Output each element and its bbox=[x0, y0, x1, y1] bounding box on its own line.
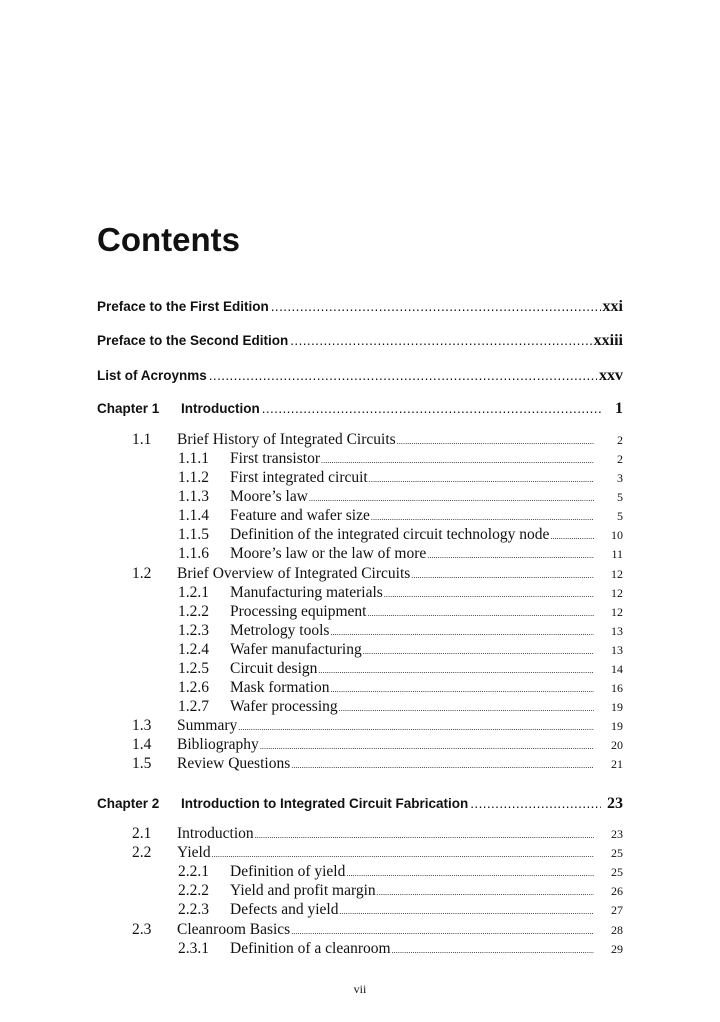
dot-leader bbox=[209, 366, 597, 386]
subsection-page: 13 bbox=[611, 643, 623, 657]
dot-leader bbox=[367, 602, 594, 623]
section-page: 20 bbox=[611, 738, 623, 752]
subsection-title: Manufacturing materials bbox=[230, 584, 383, 601]
section-title: Yield bbox=[177, 844, 211, 861]
subsection-page: 29 bbox=[611, 942, 623, 956]
section-page: 19 bbox=[611, 719, 623, 733]
chapter-label: Chapter 1 bbox=[97, 401, 160, 416]
dot-leader bbox=[392, 939, 594, 960]
section-page: 2 bbox=[617, 433, 623, 447]
dot-leader bbox=[255, 824, 594, 845]
section-page: 28 bbox=[611, 923, 623, 937]
dot-leader bbox=[550, 525, 594, 546]
chapter-page: 23 bbox=[607, 795, 623, 812]
section-number: 1.2 bbox=[132, 565, 152, 582]
toc-subsection[interactable] bbox=[97, 621, 623, 640]
dot-leader bbox=[384, 583, 594, 604]
subsection-number: 1.1.4 bbox=[178, 507, 209, 524]
subsection-title: Definition of a cleanroom bbox=[230, 940, 391, 957]
section-title: Review Questions bbox=[177, 755, 291, 772]
subsection-number: 1.1.6 bbox=[178, 545, 209, 562]
dot-leader bbox=[309, 487, 594, 508]
subsection-page: 3 bbox=[617, 471, 623, 485]
toc-section[interactable] bbox=[97, 735, 623, 754]
section-page: 25 bbox=[611, 846, 623, 860]
chapter-title: Introduction to Integrated Circuit Fabrication bbox=[181, 796, 469, 811]
toc-section[interactable] bbox=[97, 564, 623, 583]
dot-leader bbox=[330, 621, 594, 642]
subsection-page: 16 bbox=[611, 681, 623, 695]
subsection-page: 12 bbox=[611, 605, 623, 619]
toc-chapter-2[interactable] bbox=[97, 794, 623, 814]
toc-subsection[interactable] bbox=[97, 544, 623, 563]
dot-leader bbox=[330, 678, 594, 699]
toc-chapter-1[interactable] bbox=[97, 399, 623, 419]
subsection-page: 2 bbox=[617, 452, 623, 466]
toc-section[interactable] bbox=[97, 430, 623, 449]
section-page: 12 bbox=[611, 567, 623, 581]
toc-section[interactable] bbox=[97, 716, 623, 735]
subsection-number: 1.2.2 bbox=[178, 603, 209, 620]
chapter-page: 1 bbox=[615, 400, 623, 417]
subsection-number: 2.3.1 bbox=[178, 940, 209, 957]
subsection-title: Moore’s law or the law of more bbox=[230, 545, 427, 562]
dot-leader bbox=[290, 331, 591, 351]
subsection-number: 1.2.1 bbox=[178, 584, 209, 601]
subsection-page: 12 bbox=[611, 586, 623, 600]
subsection-title: Yield and profit margin bbox=[230, 882, 376, 899]
subsection-title: Metrology tools bbox=[230, 622, 330, 639]
dot-leader bbox=[321, 449, 594, 470]
section-title: Introduction bbox=[177, 825, 254, 842]
toc-subsection[interactable] bbox=[97, 468, 623, 487]
dot-leader bbox=[339, 697, 594, 718]
subsection-number: 1.1.5 bbox=[178, 526, 209, 543]
section-page: 23 bbox=[611, 827, 623, 841]
dot-leader bbox=[291, 920, 594, 941]
toc-subsection[interactable] bbox=[97, 697, 623, 716]
subsection-number: 1.2.4 bbox=[178, 641, 209, 658]
subsection-title: Defects and yield bbox=[230, 901, 339, 918]
subsection-title: Wafer manufacturing bbox=[230, 641, 362, 658]
subsection-title: First integrated circuit bbox=[230, 469, 368, 486]
toc-subsection[interactable] bbox=[97, 881, 623, 900]
section-title: Cleanroom Basics bbox=[177, 921, 291, 938]
subsection-number: 2.2.2 bbox=[178, 882, 209, 899]
entry-title: Preface to the First Edition bbox=[97, 299, 269, 314]
chapter-label: Chapter 2 bbox=[97, 796, 160, 811]
section-number: 2.2 bbox=[132, 844, 152, 861]
dot-leader bbox=[470, 794, 601, 814]
subsection-number: 1.2.7 bbox=[178, 698, 209, 715]
dot-leader bbox=[271, 297, 601, 317]
dot-leader bbox=[377, 881, 594, 902]
dot-leader bbox=[291, 754, 594, 775]
section-title: Bibliography bbox=[177, 736, 259, 753]
toc-subsection[interactable] bbox=[97, 862, 623, 881]
dot-leader bbox=[369, 468, 594, 489]
section-number: 1.5 bbox=[132, 755, 152, 772]
subsection-title: Circuit design bbox=[230, 660, 318, 677]
subsection-page: 27 bbox=[611, 903, 623, 917]
toc-section[interactable] bbox=[97, 843, 623, 862]
subsection-page: 5 bbox=[617, 509, 623, 523]
page-number: vii bbox=[353, 982, 367, 996]
section-title: Summary bbox=[177, 717, 238, 734]
toc-subsection[interactable] bbox=[97, 900, 623, 919]
dot-leader bbox=[339, 900, 594, 921]
subsection-number: 1.2.6 bbox=[178, 679, 209, 696]
dot-leader bbox=[262, 399, 601, 419]
subsection-page: 25 bbox=[611, 865, 623, 879]
subsection-number: 1.1.1 bbox=[178, 450, 209, 467]
subsection-title: Mask formation bbox=[230, 679, 330, 696]
dot-leader bbox=[397, 430, 594, 451]
toc-section[interactable] bbox=[97, 824, 623, 843]
dot-leader bbox=[363, 640, 594, 661]
subsection-page: 19 bbox=[611, 700, 623, 714]
subsection-number: 1.1.3 bbox=[178, 488, 209, 505]
toc-entry-acronyms[interactable] bbox=[97, 366, 623, 386]
subsection-title: Definition of the integrated circuit technology node bbox=[230, 526, 550, 543]
section-number: 2.3 bbox=[132, 921, 152, 938]
toc-subsection[interactable] bbox=[97, 583, 623, 602]
subsection-page: 11 bbox=[611, 547, 623, 561]
dot-leader bbox=[318, 659, 594, 680]
subsection-number: 2.2.3 bbox=[178, 901, 209, 918]
subsection-title: Feature and wafer size bbox=[230, 507, 370, 524]
dot-leader bbox=[411, 564, 594, 585]
subsection-title: First transistor bbox=[230, 450, 320, 467]
toc-section[interactable] bbox=[97, 754, 623, 773]
chapter-title: Introduction bbox=[181, 401, 260, 416]
subsection-page: 10 bbox=[611, 528, 623, 542]
toc-subsection[interactable] bbox=[97, 678, 623, 697]
toc-subsection[interactable] bbox=[97, 939, 623, 958]
section-number: 1.3 bbox=[132, 717, 152, 734]
subsection-title: Definition of yield bbox=[230, 863, 346, 880]
toc-subsection[interactable] bbox=[97, 659, 623, 678]
section-title: Brief Overview of Integrated Circuits bbox=[177, 565, 411, 582]
toc-section[interactable] bbox=[97, 920, 623, 939]
subsection-title: Moore’s law bbox=[230, 488, 308, 505]
dot-leader bbox=[260, 735, 594, 756]
dot-leader bbox=[346, 862, 594, 883]
subsection-number: 1.2.5 bbox=[178, 660, 209, 677]
toc-subsection[interactable] bbox=[97, 487, 623, 506]
page-title: Contents bbox=[97, 221, 240, 258]
entry-title: List of Acroynms bbox=[97, 368, 207, 383]
subsection-page: 13 bbox=[611, 624, 623, 638]
toc-entry-preface-first[interactable] bbox=[97, 297, 623, 317]
dot-leader bbox=[371, 506, 594, 527]
section-title: Brief History of Integrated Circuits bbox=[177, 431, 396, 448]
entry-page: xxi bbox=[602, 298, 623, 315]
entry-title: Preface to the Second Edition bbox=[97, 333, 289, 348]
dot-leader bbox=[427, 544, 594, 565]
toc-subsection[interactable] bbox=[97, 640, 623, 659]
subsection-page: 14 bbox=[611, 662, 623, 676]
toc-subsection[interactable] bbox=[97, 506, 623, 525]
toc-subsection[interactable] bbox=[97, 449, 623, 468]
subsection-number: 2.2.1 bbox=[178, 863, 209, 880]
section-number: 2.1 bbox=[132, 825, 152, 842]
subsection-page: 26 bbox=[611, 884, 623, 898]
entry-page: xxiii bbox=[593, 332, 623, 349]
toc-entry-preface-second[interactable] bbox=[97, 331, 623, 351]
section-page: 21 bbox=[611, 757, 623, 771]
toc-subsection[interactable] bbox=[97, 602, 623, 621]
subsection-number: 1.1.2 bbox=[178, 469, 209, 486]
section-number: 1.1 bbox=[132, 431, 152, 448]
dot-leader bbox=[212, 843, 594, 864]
section-number: 1.4 bbox=[132, 736, 152, 753]
entry-page: xxv bbox=[599, 367, 623, 384]
subsection-title: Processing equipment bbox=[230, 603, 367, 620]
toc-subsection[interactable] bbox=[97, 525, 623, 544]
subsection-page: 5 bbox=[617, 490, 623, 504]
subsection-title: Wafer processing bbox=[230, 698, 338, 715]
dot-leader bbox=[238, 716, 594, 737]
subsection-number: 1.2.3 bbox=[178, 622, 209, 639]
